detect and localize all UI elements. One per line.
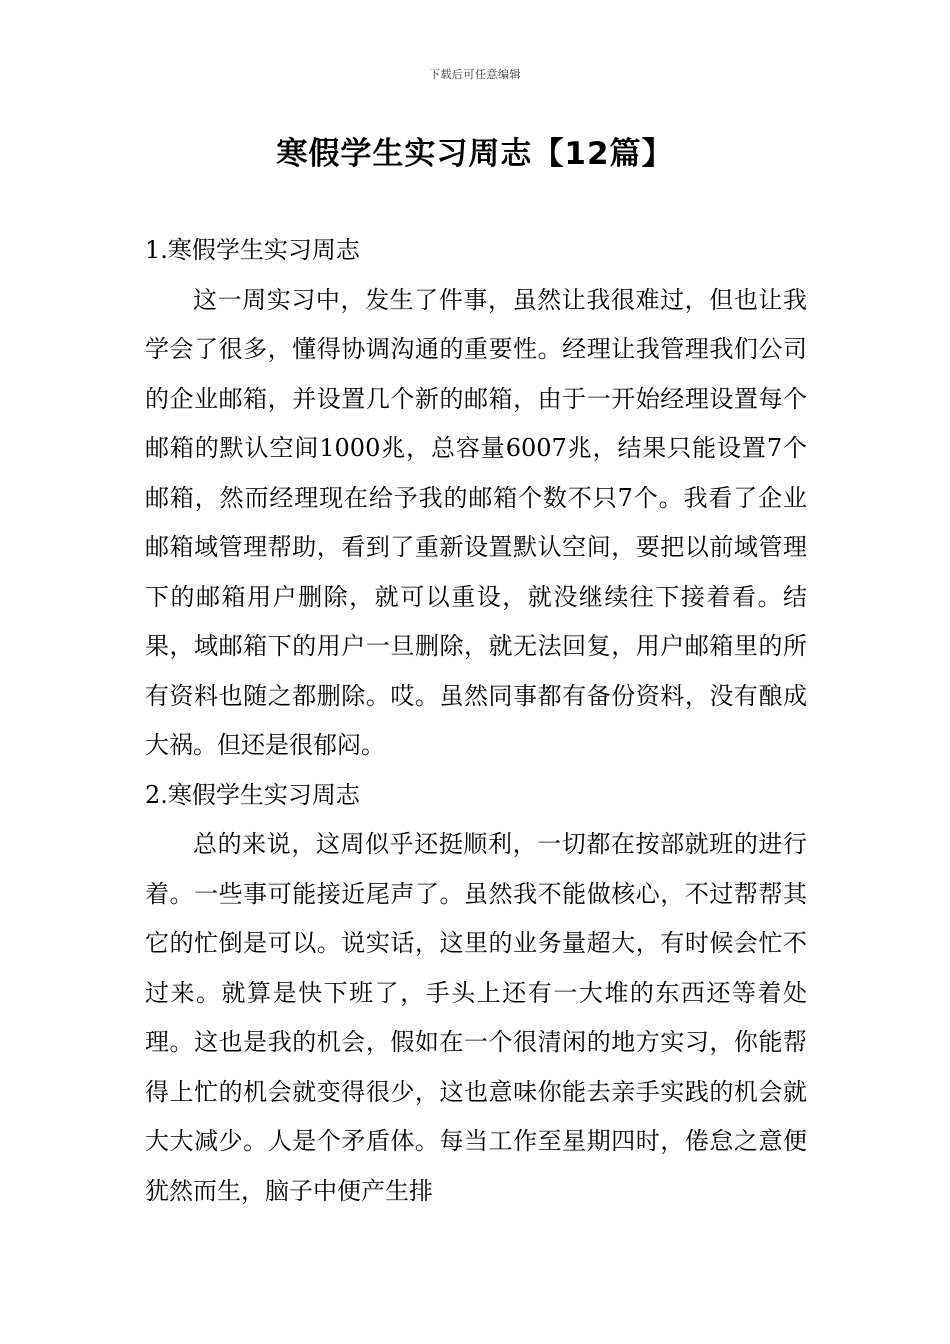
section-heading: 1.寒假学生实习周志	[145, 236, 360, 264]
document-body	[145, 226, 807, 1216]
section	[145, 226, 807, 771]
document-title: 寒假学生实习周志【12篇】	[276, 136, 674, 172]
section-paragraph: 这一周实习中，发生了件事，虽然让我很难过，但也让我学会了很多，懂得协调沟通的重要性。经理让我管理我们公司的企业邮箱，并设置几个新的邮箱，由于一开始经理设置每个邮箱的默认空间1000兆，总容量6007兆，结果只能设置7个邮箱，然而经理现在给予我的邮箱个数不只7个。我看了企业邮箱域管理帮助，看到了重新设置默认空间，要把以前域管理下的邮箱用户删除，就可以重设，就没继续往下接着看。结果，域邮箱下的用户一旦删除，就无法回复，用户邮箱里的所有资料也随之都删除。哎。虽然同事都有备份资料，没有酿成大祸。但还是很郁闷。	[145, 285, 807, 759]
section-paragraph: 总的来说，这周似乎还挺顺利，一切都在按部就班的进行着。一些事可能接近尾声了。虽然我不能做核心，不过帮帮其它的忙倒是可以。说实话，这里的业务量超大，有时候会忙不过来。就算是快下班了，手头上还有一大堆的东西还等着处理。这也是我的机会，假如在一个很清闲的地方实习，你能帮得上忙的机会就变得很少，这也意味你能去亲手实践的机会就大大减少。人是个矛盾体。每当工作至星期四时，倦怠之意便犹然而生，脑子中便产生排	[145, 830, 807, 1205]
header-note: 下载后可任意编辑	[429, 68, 521, 81]
section-heading: 2.寒假学生实习周志	[145, 780, 360, 809]
section	[145, 771, 807, 1217]
